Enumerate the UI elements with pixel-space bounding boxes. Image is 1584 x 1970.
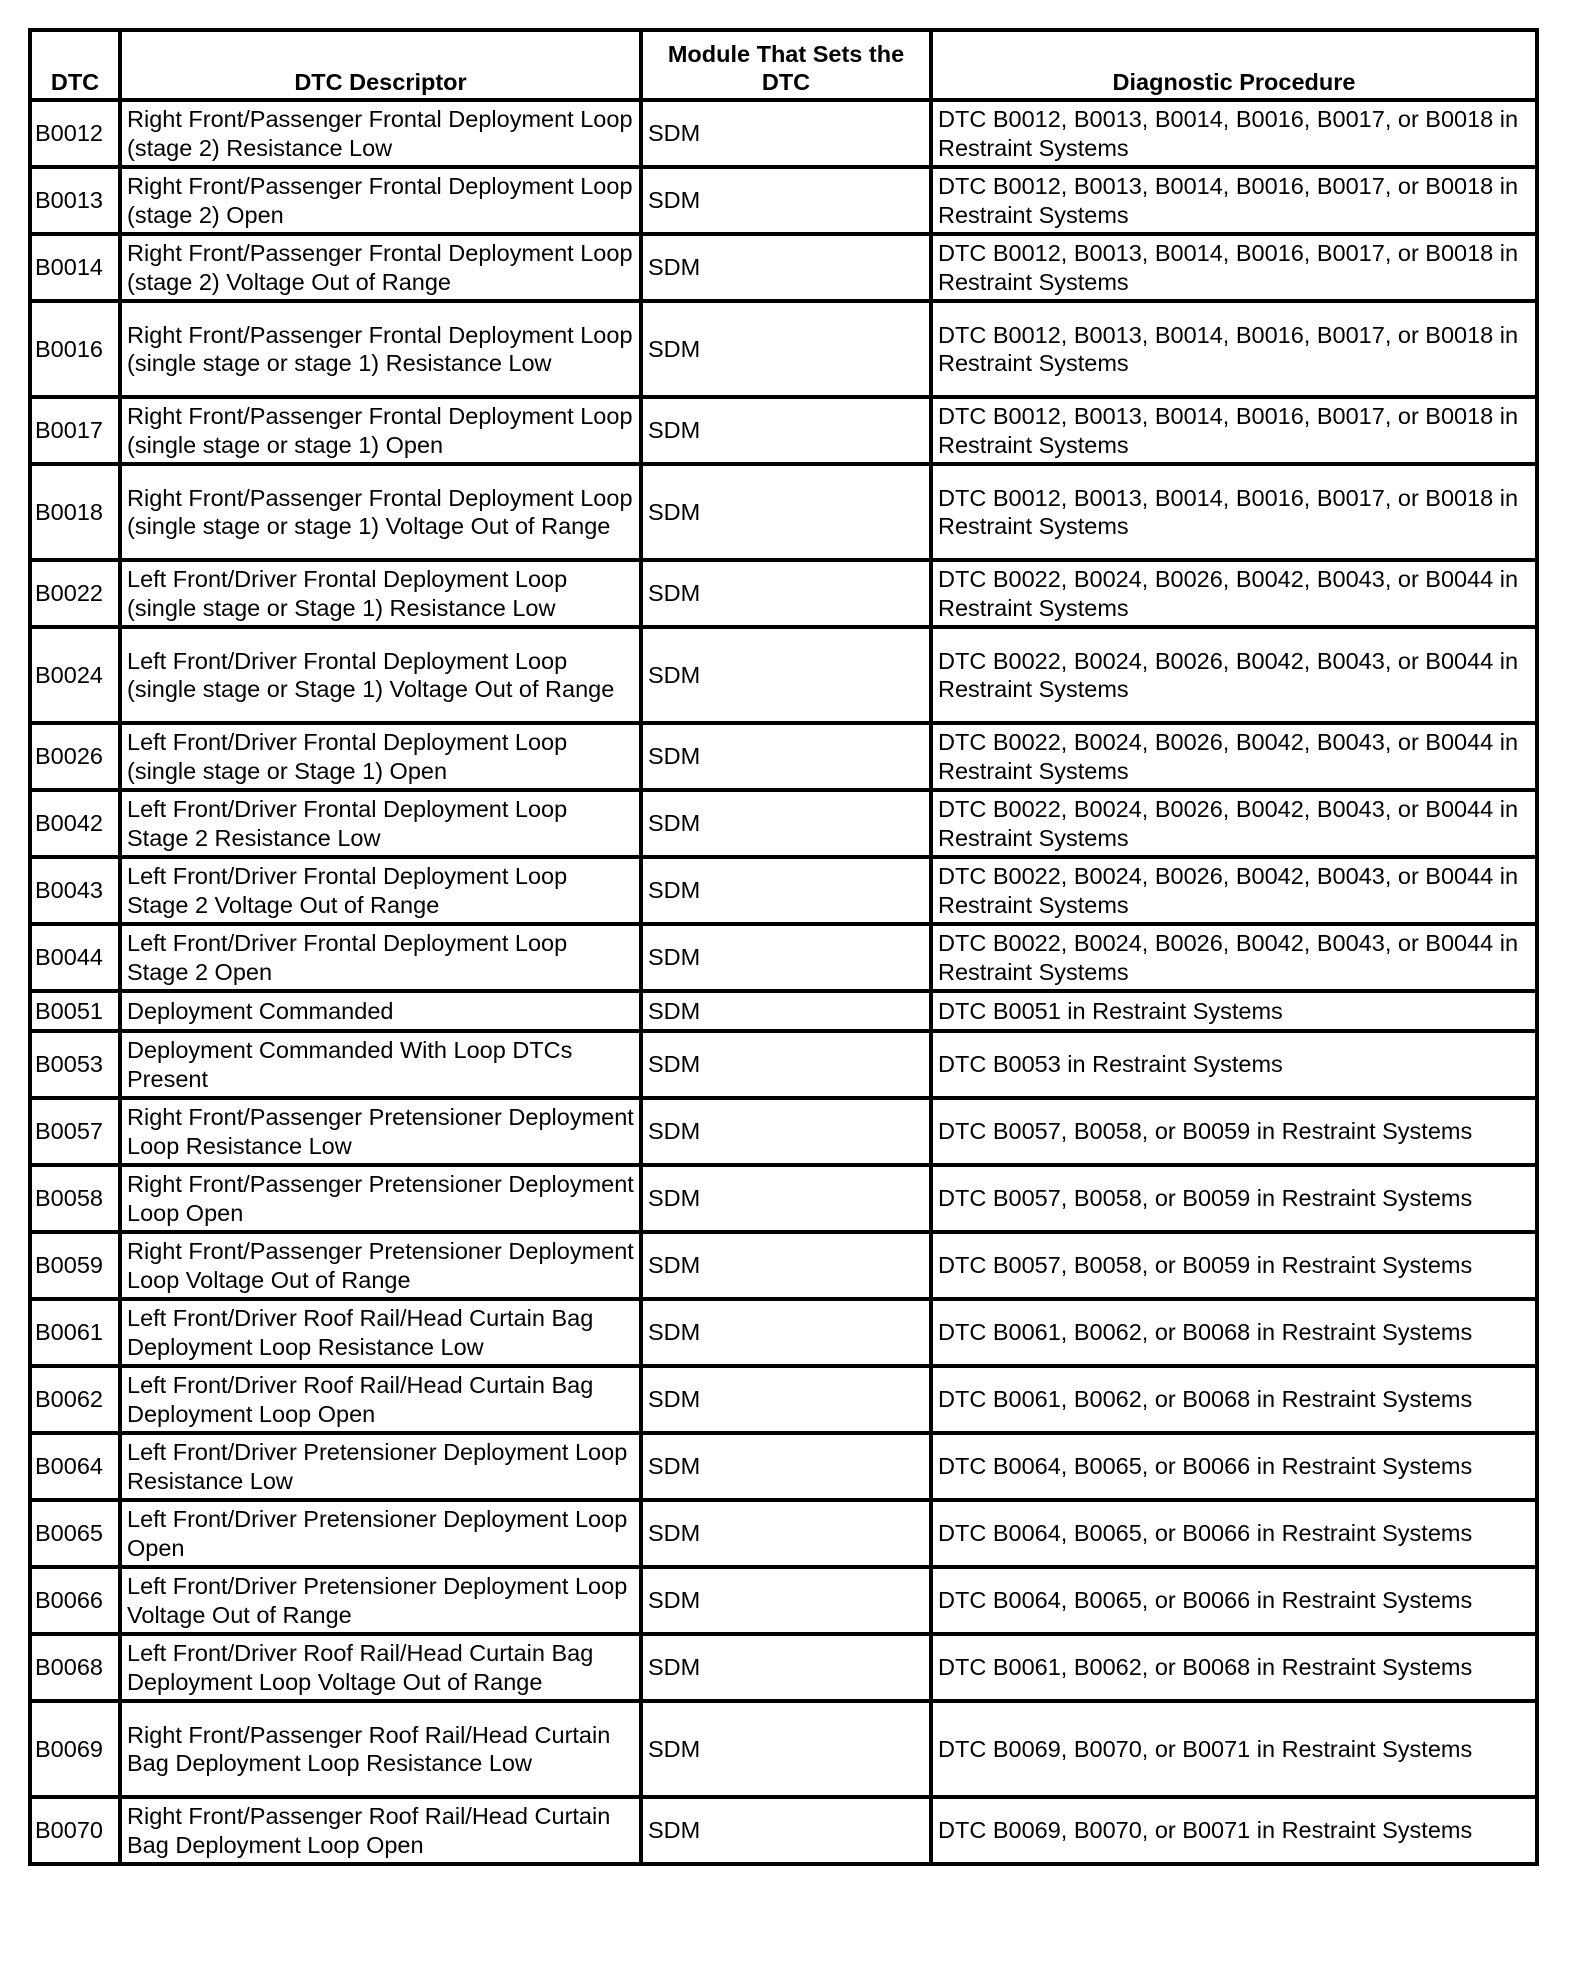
dtc-table [28,28,1539,1866]
module-cell: SDM [641,234,931,301]
table-row [30,1797,1537,1864]
procedure-cell: DTC B0022, B0024, B0026, B0042, B0043, or B0044 in Restraint Systems [931,560,1537,627]
dtc-code-cell: B0051 [30,991,120,1031]
procedure-cell: DTC B0012, B0013, B0014, B0016, B0017, or B0018 in Restraint Systems [931,301,1537,397]
descriptor-cell: Left Front/Driver Frontal Deployment Loop (single stage or Stage 1) Open [120,723,641,790]
module-cell: SDM [641,1366,931,1433]
dtc-code-cell: B0065 [30,1500,120,1567]
module-cell: SDM [641,1433,931,1500]
dtc-code-cell: B0044 [30,924,120,991]
dtc-code-cell: B0018 [30,464,120,560]
procedure-cell: DTC B0012, B0013, B0014, B0016, B0017, or B0018 in Restraint Systems [931,464,1537,560]
dtc-code-cell: B0058 [30,1165,120,1232]
procedure-cell: DTC B0061, B0062, or B0068 in Restraint Systems [931,1366,1537,1433]
dtc-table-container [28,28,1535,1866]
procedure-cell: DTC B0012, B0013, B0014, B0016, B0017, or B0018 in Restraint Systems [931,167,1537,234]
procedure-cell: DTC B0022, B0024, B0026, B0042, B0043, or B0044 in Restraint Systems [931,857,1537,924]
dtc-code-cell: B0017 [30,397,120,464]
dtc-code-cell: B0026 [30,723,120,790]
procedure-cell: DTC B0022, B0024, B0026, B0042, B0043, or B0044 in Restraint Systems [931,627,1537,723]
procedure-cell: DTC B0051 in Restraint Systems [931,991,1537,1031]
procedure-cell: DTC B0057, B0058, or B0059 in Restraint Systems [931,1232,1537,1299]
descriptor-cell: Right Front/Passenger Pretensioner Deployment Loop Resistance Low [120,1098,641,1165]
table-row [30,397,1537,464]
table-row [30,167,1537,234]
descriptor-cell: Right Front/Passenger Pretensioner Deployment Loop Voltage Out of Range [120,1232,641,1299]
table-row [30,1366,1537,1433]
table-row [30,991,1537,1031]
table-row [30,1634,1537,1701]
procedure-cell: DTC B0022, B0024, B0026, B0042, B0043, or B0044 in Restraint Systems [931,723,1537,790]
descriptor-cell: Left Front/Driver Frontal Deployment Loop Stage 2 Voltage Out of Range [120,857,641,924]
descriptor-cell: Right Front/Passenger Frontal Deployment Loop (stage 2) Voltage Out of Range [120,234,641,301]
descriptor-cell: Right Front/Passenger Frontal Deployment Loop (single stage or stage 1) Open [120,397,641,464]
module-cell: SDM [641,723,931,790]
table-row [30,1701,1537,1797]
descriptor-cell: Right Front/Passenger Frontal Deployment Loop (stage 2) Resistance Low [120,100,641,167]
table-row [30,1232,1537,1299]
module-cell: SDM [641,1500,931,1567]
module-cell: SDM [641,991,931,1031]
module-cell: SDM [641,464,931,560]
procedure-cell: DTC B0053 in Restraint Systems [931,1031,1537,1098]
procedure-cell: DTC B0064, B0065, or B0066 in Restraint Systems [931,1500,1537,1567]
module-cell: SDM [641,1299,931,1366]
module-cell: SDM [641,1031,931,1098]
dtc-code-cell: B0061 [30,1299,120,1366]
dtc-code-cell: B0059 [30,1232,120,1299]
dtc-code-cell: B0070 [30,1797,120,1864]
module-cell: SDM [641,857,931,924]
procedure-cell: DTC B0057, B0058, or B0059 in Restraint Systems [931,1098,1537,1165]
dtc-code-cell: B0014 [30,234,120,301]
module-cell: SDM [641,924,931,991]
table-row [30,301,1537,397]
descriptor-cell: Right Front/Passenger Frontal Deployment Loop (single stage or stage 1) Resistance Low [120,301,641,397]
module-cell: SDM [641,1165,931,1232]
descriptor-cell: Left Front/Driver Frontal Deployment Loop (single stage or Stage 1) Voltage Out of Range [120,627,641,723]
module-cell: SDM [641,1567,931,1634]
table-row [30,464,1537,560]
header-procedure: Diagnostic Procedure [931,30,1537,100]
dtc-code-cell: B0042 [30,790,120,857]
descriptor-cell: Left Front/Driver Pretensioner Deployment Loop Voltage Out of Range [120,1567,641,1634]
descriptor-cell: Left Front/Driver Roof Rail/Head Curtain Bag Deployment Loop Open [120,1366,641,1433]
module-cell: SDM [641,397,931,464]
descriptor-cell: Right Front/Passenger Roof Rail/Head Curtain Bag Deployment Loop Resistance Low [120,1701,641,1797]
dtc-code-cell: B0062 [30,1366,120,1433]
module-cell: SDM [641,1634,931,1701]
descriptor-cell: Right Front/Passenger Pretensioner Deployment Loop Open [120,1165,641,1232]
procedure-cell: DTC B0057, B0058, or B0059 in Restraint Systems [931,1165,1537,1232]
procedure-cell: DTC B0012, B0013, B0014, B0016, B0017, or B0018 in Restraint Systems [931,234,1537,301]
descriptor-cell: Right Front/Passenger Frontal Deployment Loop (stage 2) Open [120,167,641,234]
dtc-code-cell: B0057 [30,1098,120,1165]
module-cell: SDM [641,167,931,234]
module-cell: SDM [641,1232,931,1299]
descriptor-cell: Left Front/Driver Pretensioner Deployment Loop Open [120,1500,641,1567]
module-cell: SDM [641,1797,931,1864]
procedure-cell: DTC B0012, B0013, B0014, B0016, B0017, or B0018 in Restraint Systems [931,397,1537,464]
module-cell: SDM [641,100,931,167]
table-row [30,857,1537,924]
procedure-cell: DTC B0069, B0070, or B0071 in Restraint Systems [931,1797,1537,1864]
dtc-code-cell: B0066 [30,1567,120,1634]
descriptor-cell: Left Front/Driver Frontal Deployment Loop Stage 2 Resistance Low [120,790,641,857]
dtc-code-cell: B0013 [30,167,120,234]
descriptor-cell: Left Front/Driver Roof Rail/Head Curtain Bag Deployment Loop Resistance Low [120,1299,641,1366]
descriptor-cell: Left Front/Driver Frontal Deployment Loop (single stage or Stage 1) Resistance Low [120,560,641,627]
dtc-code-cell: B0053 [30,1031,120,1098]
procedure-cell: DTC B0061, B0062, or B0068 in Restraint Systems [931,1634,1537,1701]
table-row [30,1567,1537,1634]
descriptor-cell: Right Front/Passenger Roof Rail/Head Curtain Bag Deployment Loop Open [120,1797,641,1864]
descriptor-cell: Right Front/Passenger Frontal Deployment Loop (single stage or stage 1) Voltage Out of Range [120,464,641,560]
descriptor-cell: Left Front/Driver Pretensioner Deployment Loop Resistance Low [120,1433,641,1500]
header-module: Module That Sets the DTC [641,30,931,100]
dtc-code-cell: B0069 [30,1701,120,1797]
table-row [30,627,1537,723]
table-header-row [30,30,1537,100]
header-descriptor: DTC Descriptor [120,30,641,100]
procedure-cell: DTC B0061, B0062, or B0068 in Restraint Systems [931,1299,1537,1366]
table-row [30,1500,1537,1567]
descriptor-cell: Left Front/Driver Roof Rail/Head Curtain Bag Deployment Loop Voltage Out of Range [120,1634,641,1701]
table-row [30,1165,1537,1232]
dtc-code-cell: B0024 [30,627,120,723]
procedure-cell: DTC B0069, B0070, or B0071 in Restraint Systems [931,1701,1537,1797]
table-row [30,100,1537,167]
procedure-cell: DTC B0064, B0065, or B0066 in Restraint Systems [931,1567,1537,1634]
module-cell: SDM [641,1701,931,1797]
table-row [30,790,1537,857]
descriptor-cell: Left Front/Driver Frontal Deployment Loop Stage 2 Open [120,924,641,991]
table-row [30,234,1537,301]
procedure-cell: DTC B0012, B0013, B0014, B0016, B0017, or B0018 in Restraint Systems [931,100,1537,167]
table-row [30,1031,1537,1098]
header-dtc: DTC [30,30,120,100]
dtc-code-cell: B0043 [30,857,120,924]
module-cell: SDM [641,301,931,397]
table-row [30,1098,1537,1165]
module-cell: SDM [641,560,931,627]
dtc-code-cell: B0068 [30,1634,120,1701]
module-cell: SDM [641,790,931,857]
dtc-code-cell: B0022 [30,560,120,627]
dtc-code-cell: B0064 [30,1433,120,1500]
procedure-cell: DTC B0022, B0024, B0026, B0042, B0043, or B0044 in Restraint Systems [931,924,1537,991]
table-row [30,1433,1537,1500]
module-cell: SDM [641,1098,931,1165]
descriptor-cell: Deployment Commanded With Loop DTCs Present [120,1031,641,1098]
table-row [30,723,1537,790]
procedure-cell: DTC B0064, B0065, or B0066 in Restraint Systems [931,1433,1537,1500]
procedure-cell: DTC B0022, B0024, B0026, B0042, B0043, or B0044 in Restraint Systems [931,790,1537,857]
descriptor-cell: Deployment Commanded [120,991,641,1031]
module-cell: SDM [641,627,931,723]
table-row [30,924,1537,991]
dtc-code-cell: B0012 [30,100,120,167]
dtc-code-cell: B0016 [30,301,120,397]
table-row [30,1299,1537,1366]
table-row [30,560,1537,627]
